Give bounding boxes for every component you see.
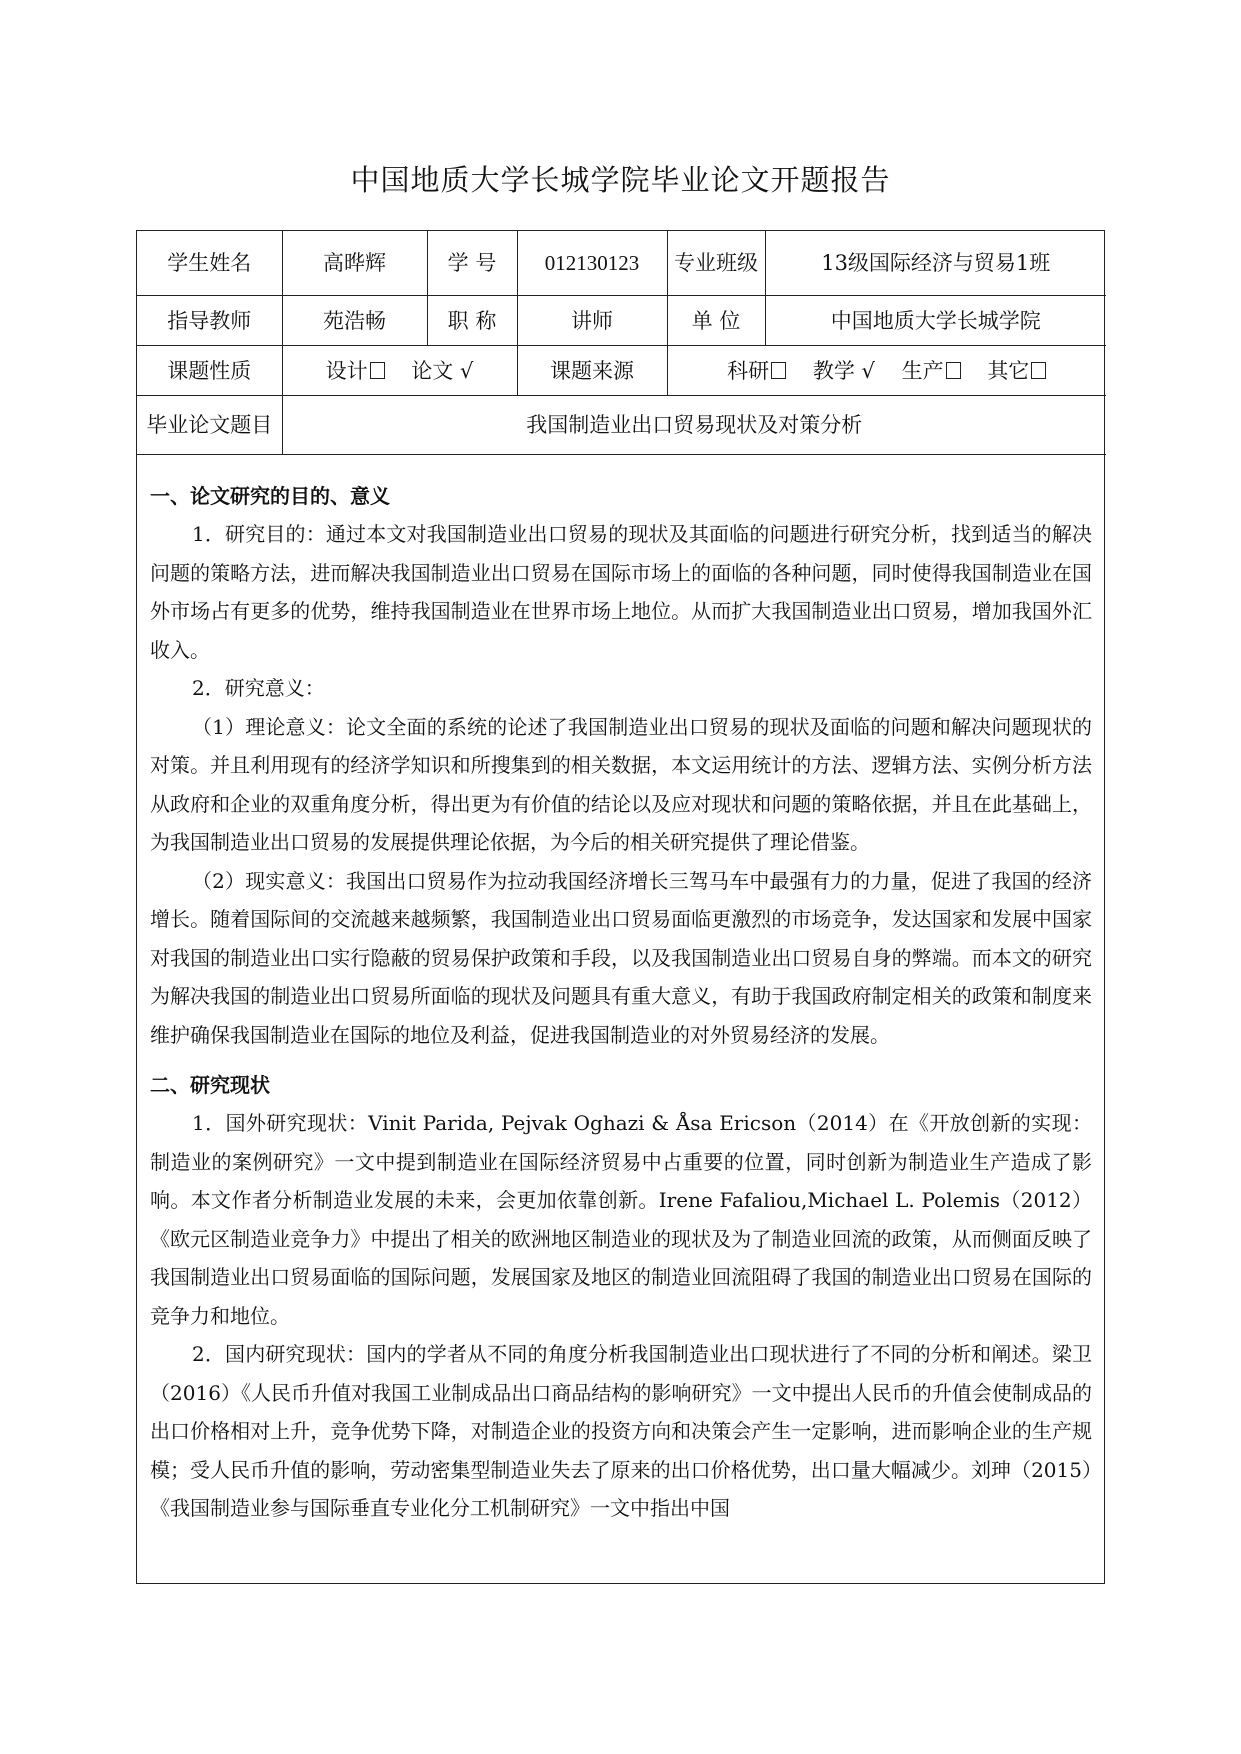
topic-value: 我国制造业出口贸易现状及对策分析	[282, 396, 1106, 455]
source-production-checkbox[interactable]	[946, 362, 961, 379]
source-research-label: 科研	[727, 358, 770, 383]
nature-thesis-check-mark[interactable]: √	[459, 358, 474, 383]
info-row-nature	[137, 346, 1106, 396]
unit-label: 单 位	[667, 296, 765, 346]
source-options	[667, 346, 1106, 396]
rank-value: 讲师	[517, 296, 667, 346]
student-name-label: 学生姓名	[137, 231, 282, 296]
info-row-topic	[137, 396, 1106, 455]
info-row-advisor	[137, 296, 1106, 346]
source-production-label: 生产	[901, 358, 944, 383]
source-research-checkbox[interactable]	[771, 362, 786, 379]
section1-heading: 一、论文研究的目的、意义	[150, 484, 390, 508]
source-teaching-label: 教学	[812, 358, 855, 383]
class-value: 13级国际经济与贸易1班	[765, 231, 1106, 296]
source-other-checkbox[interactable]	[1031, 362, 1046, 379]
section1-paragraph: （1）理论意义：论文全面的系统的论述了我国制造业出口贸易的现状及面临的问题和解决问题现状的对策。并且利用现有的经济学知识和所搜集到的相关数据，本文运用统计的方法、逻辑方法、实例分析方法从政府和企业的双重角度分析，得出更为有价值的结论以及应对现状和问题的策略依据，并且在此基础上，为我国制造业出口贸易的发展提供理论依据，为今后的相关研究提供了理论借鉴。	[150, 714, 1092, 854]
nature-thesis-label: 论文	[411, 358, 454, 383]
section1-paragraph: 1．研究目的：通过本文对我国制造业出口贸易的现状及其面临的问题进行研究分析，找到适当的解决问题的策略方法，进而解决我国制造业出口贸易在国际市场上的面临的各种问题，同时使得我国制造业在国外市场占有更多的优势，维持我国制造业在世界市场上地位。从而扩大我国制造业出口贸易，增加我国外汇收入。	[150, 522, 1092, 662]
info-table	[137, 231, 1106, 455]
page-title: 中国地质大学长城学院毕业论文开题报告	[350, 163, 891, 197]
section2-heading: 二、研究现状	[150, 1073, 270, 1097]
unit-value: 中国地质大学长城学院	[765, 296, 1106, 346]
section2-paragraph: 2．国内研究现状：国内的学者从不同的角度分析我国制造业出口现状进行了不同的分析和阐述。梁卫（2016）《人民币升值对我国工业制成品出口商品结构的影响研究》一文中提出人民币的升值会使制成品的出口价格相对上升，竞争优势下降，对制造企业的投资方向和决策会产生一定影响，进而影响企业的生产规模；受人民币升值的影响，劳动密集型制造业失去了原来的出口价格优势，出口量大幅减少。刘珅（2015）《我国制造业参与国际垂直专业化分工机制研究》一文中指出中国	[150, 1342, 1092, 1520]
report-body	[137, 455, 1104, 1528]
advisor-value: 苑浩畅	[282, 296, 427, 346]
topic-label: 毕业论文题目	[137, 396, 282, 455]
nature-design-checkbox[interactable]	[370, 362, 385, 379]
source-label: 课题来源	[517, 346, 667, 396]
student-name-value: 高晔辉	[282, 231, 427, 296]
section1-paragraph: （2）现实意义：我国出口贸易作为拉动我国经济增长三驾马车中最强有力的力量，促进了我国的经济增长。随着国际间的交流越来越频繁，我国制造业出口贸易面临更激烈的市场竞争，发达国家和发展中国家对我国的制造业出口实行隐蔽的贸易保护政策和手段，以及我国制造业出口贸易自身的弊端。而本文的研究为解决我国的制造业出口贸易所面临的现状及问题具有重大意义，有助于我国政府制定相关的政策和制度来维护确保我国制造业在国际的地位及利益，促进我国制造业的对外贸易经济的发展。	[150, 868, 1092, 1047]
section1-paragraph: 2．研究意义：	[192, 676, 325, 700]
source-other-label: 其它	[987, 358, 1030, 383]
section2-paragraph: 1．国外研究现状：Vinit Parida, Pejvak Oghazi & Åsa Ericson（2014）在《开放创新的实现：制造业的案例研究》一文中提到制造业在国际经济贸易中占重要的位置，同时创新为制造业生产造成了影响。本文作者分析制造业发展的未来，会更加依靠创新。Irene Fafaliou,Michael L. Polemis（2012）《欧元区制造业竞争力》中提出了相关的欧洲地区制造业的现状及为了制造业回流的政策，从而侧面反映了我国制造业出口贸易面临的国际问题，发展国家及地区的制造业回流阻碍了我国的制造业出口贸易在国际的竞争力和地位。	[150, 1111, 1092, 1328]
info-row-student	[137, 231, 1106, 296]
nature-options	[282, 346, 517, 396]
report-form	[136, 230, 1105, 1584]
nature-design-label: 设计	[325, 358, 368, 383]
source-teaching-check-mark[interactable]: √	[861, 358, 875, 383]
nature-label: 课题性质	[137, 346, 282, 396]
student-id-label: 学 号	[427, 231, 517, 296]
advisor-label: 指导教师	[137, 296, 282, 346]
rank-label: 职 称	[427, 296, 517, 346]
student-id-value: 012130123	[517, 231, 667, 296]
class-label: 专业班级	[667, 231, 765, 296]
